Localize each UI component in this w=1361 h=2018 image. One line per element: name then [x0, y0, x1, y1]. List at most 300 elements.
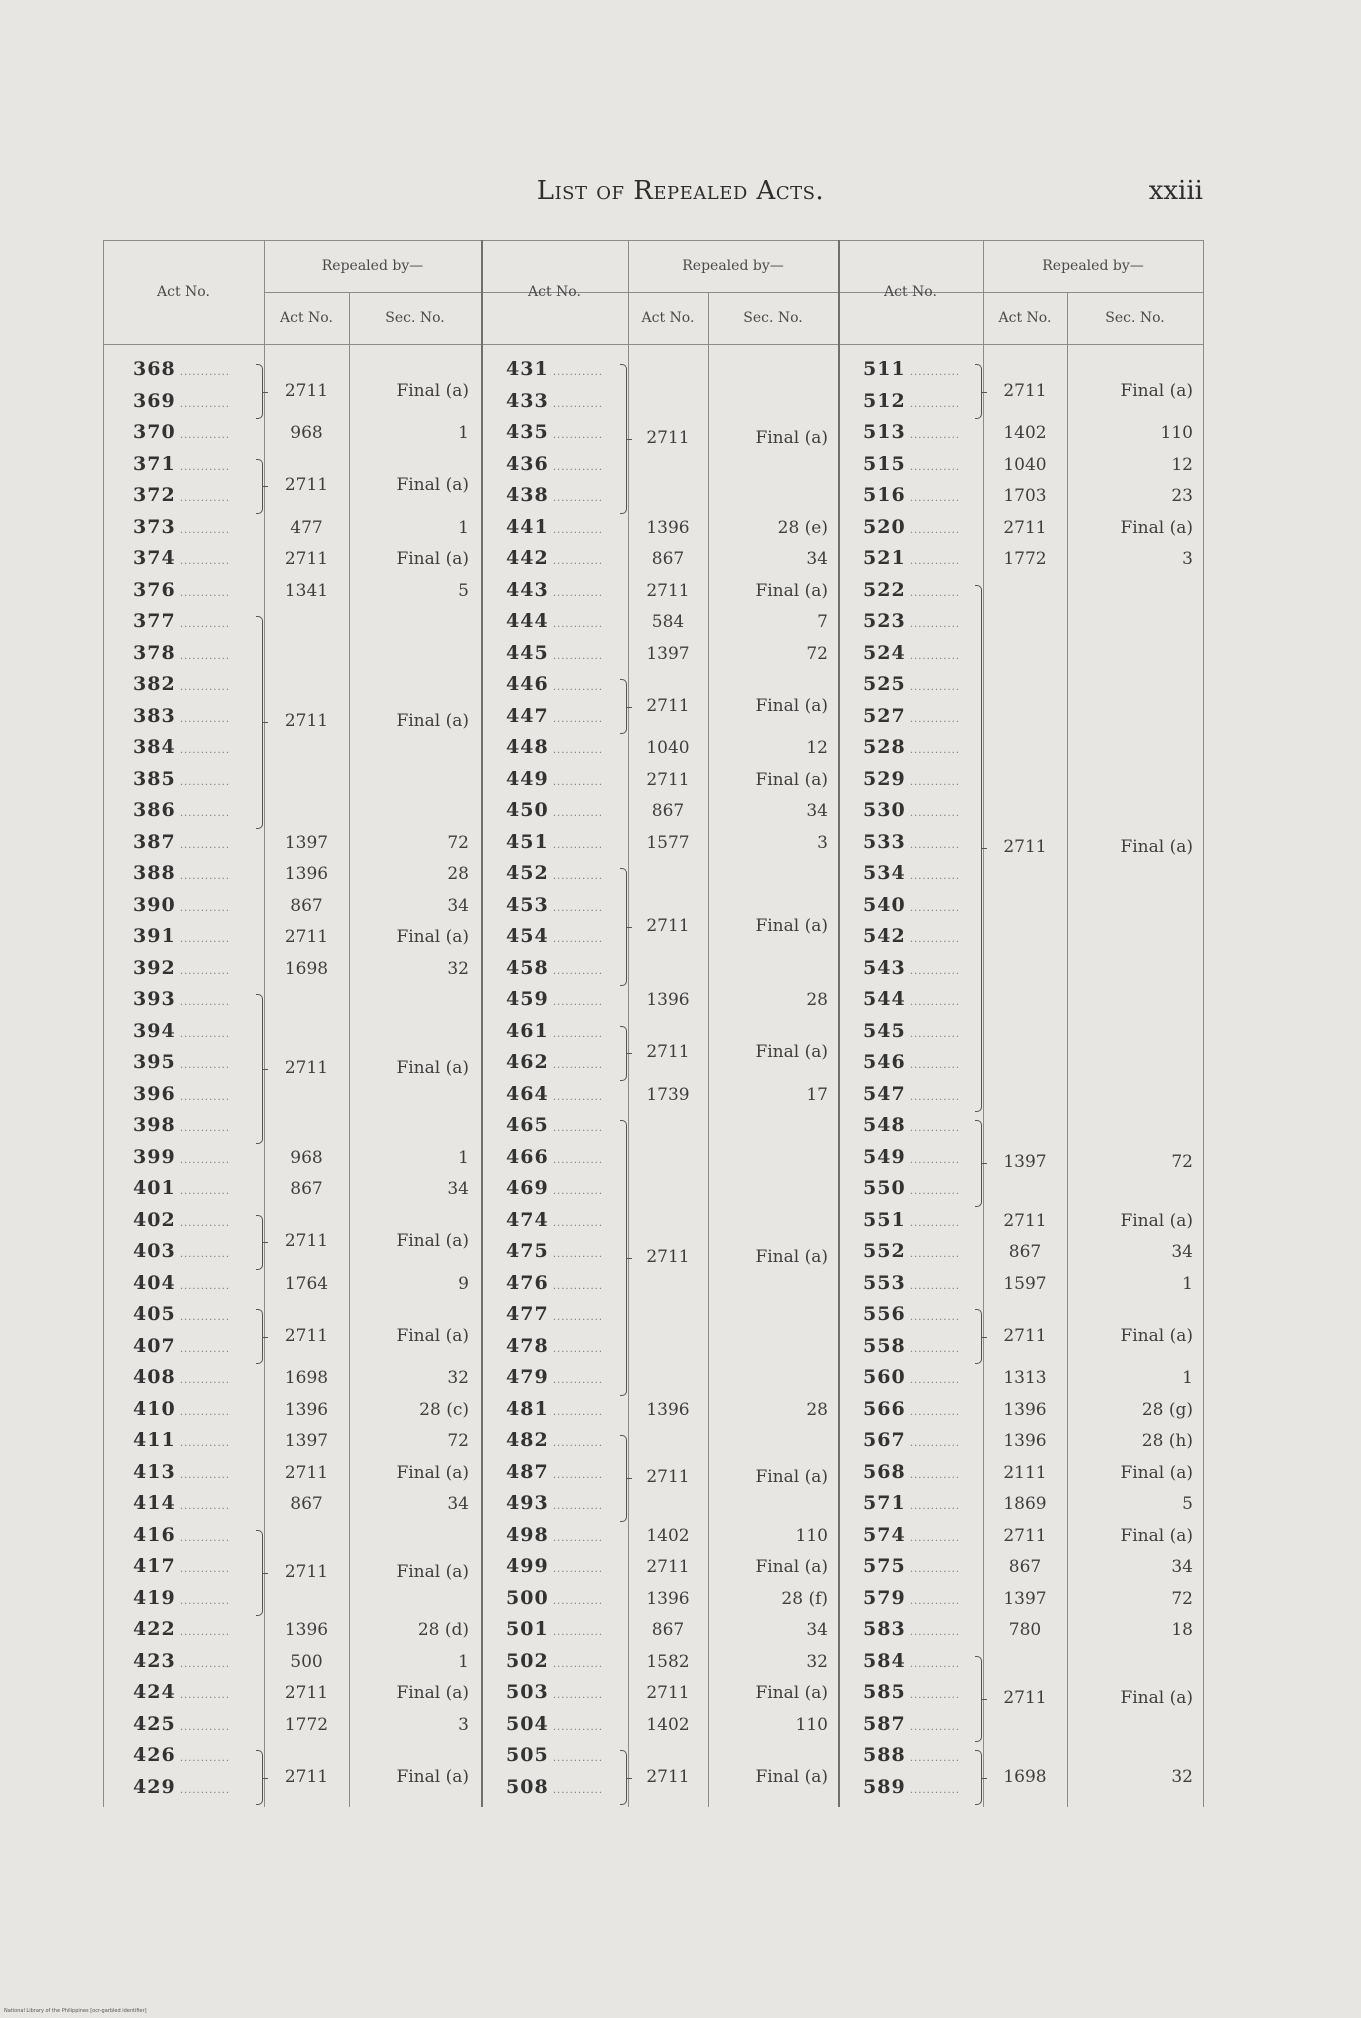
act-number: 383 .....: [133, 705, 230, 727]
act-number: 392 .....: [133, 957, 230, 979]
repealing-act-number: 1396: [646, 517, 690, 538]
act-number: 552 .....: [863, 1240, 960, 1262]
act-number: 386 .....: [133, 799, 230, 821]
act-number: 382 .....: [133, 673, 230, 695]
column-divider: [1203, 240, 1204, 1807]
act-number: 435 .....: [506, 421, 603, 443]
act-number: 447 .....: [506, 705, 603, 727]
act-number: 547 .....: [863, 1083, 960, 1105]
act-number: 461 .....: [506, 1020, 603, 1042]
repealing-act-number: 867: [290, 1494, 323, 1514]
header-sub-act-no: Act No.: [998, 310, 1052, 326]
act-number: 404 .....: [133, 1272, 230, 1294]
act-number: 394 .....: [133, 1020, 230, 1042]
repealing-act-number: 1397: [646, 643, 690, 664]
act-number: 575 .....: [863, 1555, 960, 1577]
section-number: 110: [795, 1525, 828, 1546]
page-number: xxiii: [1148, 176, 1203, 206]
footer-note: National Library of the Philippines [ocr-garbled identifier]: [4, 2008, 147, 2014]
repealing-act-number: 1396: [646, 1399, 690, 1420]
act-number: 371 .....: [133, 453, 230, 475]
group-brace: [975, 585, 982, 1113]
act-number: 545 .....: [863, 1020, 960, 1042]
act-number: 464 .....: [506, 1083, 603, 1105]
act-number: 398 .....: [133, 1114, 230, 1136]
act-number: 403 .....: [133, 1240, 230, 1262]
section-number: 1: [458, 423, 469, 443]
header-act-no: Act No.: [157, 284, 210, 300]
group-brace: [975, 364, 982, 419]
repealing-act-number: 2711: [646, 695, 690, 716]
act-number: 481 .....: [506, 1398, 603, 1420]
section-number: 28 (d): [417, 1620, 469, 1640]
section-number: 32: [447, 1368, 469, 1388]
repealing-act-number: 2711: [284, 1462, 329, 1483]
act-number: 423 .....: [133, 1650, 230, 1672]
act-number: 523 .....: [863, 610, 960, 632]
repealing-act-number: 867: [290, 1179, 323, 1199]
act-number: 567 .....: [863, 1429, 960, 1451]
act-number: 426 .....: [133, 1744, 230, 1766]
repealing-act-number: 2711: [284, 1766, 329, 1787]
header-sub-act-no: Act No.: [280, 310, 333, 326]
group-brace: [256, 459, 263, 514]
section-number: Final (a): [396, 1057, 469, 1078]
act-number: 477 .....: [506, 1303, 603, 1325]
section-number: 110: [1160, 423, 1193, 443]
act-number: 540 .....: [863, 894, 960, 916]
section-number: 28 (f): [781, 1588, 828, 1609]
group-brace: [256, 1309, 263, 1364]
act-number: 476 .....: [506, 1272, 603, 1294]
section-number: 32: [1171, 1766, 1193, 1787]
section-number: Final (a): [755, 427, 828, 448]
header-repealed-by: Repealed by—: [321, 258, 424, 274]
act-number: 445 .....: [506, 642, 603, 664]
section-number: 34: [806, 1620, 828, 1640]
act-number: 399 .....: [133, 1146, 230, 1168]
act-number: 414 .....: [133, 1492, 230, 1514]
repealing-act-number: 1313: [1003, 1368, 1047, 1388]
repealing-act-number: 1582: [646, 1651, 690, 1672]
repealing-act-number: 2711: [284, 475, 329, 495]
section-number: 7: [817, 612, 828, 632]
section-number: 72: [806, 643, 828, 664]
repealing-act-number: 2711: [646, 769, 690, 790]
repealing-act-number: 584: [651, 612, 685, 632]
act-number: 454 .....: [506, 925, 603, 947]
repealing-act-number: 1402: [646, 1714, 690, 1735]
repealing-act-number: 2711: [646, 1557, 690, 1577]
repealing-act-number: 867: [1008, 1557, 1042, 1577]
act-number: 513 .....: [863, 421, 960, 443]
section-number: 12: [806, 738, 828, 758]
act-number: 390 .....: [133, 894, 230, 916]
act-number: 425 .....: [133, 1713, 230, 1735]
column-divider: [838, 240, 840, 1807]
act-number: 498 .....: [506, 1524, 603, 1546]
act-number: 551 .....: [863, 1209, 960, 1231]
section-number: 1: [1182, 1368, 1193, 1388]
act-number: 585 .....: [863, 1681, 960, 1703]
act-number: 548 .....: [863, 1114, 960, 1136]
section-number: Final (a): [755, 769, 828, 790]
repealing-act-number: 1341: [284, 580, 329, 601]
group-brace: [975, 1656, 982, 1743]
section-number: 5: [1182, 1494, 1193, 1514]
act-number: 441 .....: [506, 516, 603, 538]
section-number: Final (a): [755, 1766, 828, 1787]
act-number: 527 .....: [863, 705, 960, 727]
act-number: 408 .....: [133, 1366, 230, 1388]
section-number: 9: [458, 1273, 469, 1294]
act-number: 433 .....: [506, 390, 603, 412]
repealing-act-number: 2711: [1003, 517, 1047, 538]
section-number: 28 (g): [1141, 1399, 1193, 1420]
act-number: 459 .....: [506, 988, 603, 1010]
group-brace: [975, 1750, 982, 1805]
repealing-act-number: 2711: [284, 927, 329, 947]
act-number: 493 .....: [506, 1492, 603, 1514]
repealing-act-number: 1396: [284, 1620, 329, 1640]
act-number: 368 .....: [133, 358, 230, 380]
section-number: Final (a): [1120, 1210, 1193, 1231]
group-brace: [256, 1530, 263, 1617]
act-number: 431 .....: [506, 358, 603, 380]
repealing-act-number: 2711: [646, 916, 690, 936]
act-number: 450 .....: [506, 799, 603, 821]
repealing-act-number: 1577: [646, 832, 690, 853]
section-number: 34: [447, 1494, 469, 1514]
act-number: 369 .....: [133, 390, 230, 412]
act-number: 373 .....: [133, 516, 230, 538]
section-number: 32: [447, 958, 469, 979]
group-brace: [256, 364, 263, 419]
header-repealed-by: Repealed by—: [682, 258, 784, 274]
section-number: Final (a): [755, 580, 828, 601]
section-number: Final (a): [1120, 380, 1193, 401]
repealing-act-number: 1397: [1003, 1588, 1047, 1609]
repealing-act-number: 867: [290, 895, 323, 916]
act-number: 393 .....: [133, 988, 230, 1010]
section-number: 5: [458, 580, 469, 601]
section-number: 23: [1171, 486, 1193, 506]
repealing-act-number: 1772: [1003, 549, 1047, 569]
repealing-act-number: 1396: [1003, 1399, 1047, 1420]
repealing-act-number: 2711: [646, 1246, 690, 1267]
repealing-act-number: 2711: [646, 1683, 690, 1703]
repealing-act-number: 2711: [646, 1467, 690, 1488]
section-number: 32: [806, 1651, 828, 1672]
repealing-act-number: 500: [290, 1651, 323, 1672]
act-number: 378 .....: [133, 642, 230, 664]
act-number: 524 .....: [863, 642, 960, 664]
section-number: 34: [1171, 1557, 1193, 1577]
act-number: 385 .....: [133, 768, 230, 790]
act-number: 487 .....: [506, 1461, 603, 1483]
section-number: Final (a): [1120, 1325, 1193, 1346]
section-number: 72: [447, 1431, 469, 1451]
section-number: Final (a): [1120, 1525, 1193, 1546]
act-number: 451 .....: [506, 831, 603, 853]
repealing-act-number: 1396: [284, 1399, 329, 1420]
repealing-act-number: 2711: [284, 1325, 329, 1346]
group-brace: [620, 1435, 627, 1522]
section-number: 1: [458, 1651, 469, 1672]
repealing-act-number: 2711: [284, 711, 329, 732]
act-number: 543 .....: [863, 957, 960, 979]
act-number: 422 .....: [133, 1618, 230, 1640]
repealing-act-number: 1764: [284, 1273, 329, 1294]
act-number: 395 .....: [133, 1051, 230, 1073]
act-number: 443 .....: [506, 579, 603, 601]
header-sub-sec-no: Sec. No.: [1105, 310, 1165, 326]
repealing-act-number: 1739: [646, 1084, 690, 1105]
repealing-act-number: 867: [651, 549, 685, 569]
act-number: 391 .....: [133, 925, 230, 947]
section-number: Final (a): [1120, 837, 1193, 858]
section-number: Final (a): [396, 475, 469, 495]
act-number: 438 .....: [506, 484, 603, 506]
section-number: Final (a): [755, 1467, 828, 1488]
repealing-act-number: 477: [290, 517, 323, 538]
act-number: 528 .....: [863, 736, 960, 758]
repealing-act-number: 2711: [646, 1766, 690, 1787]
repealing-act-number: 867: [651, 1620, 685, 1640]
header-act-no: Act No.: [528, 284, 581, 300]
header-act-no: Act No.: [884, 284, 937, 300]
group-brace: [256, 994, 263, 1144]
repealing-act-number: 1396: [1003, 1431, 1047, 1451]
section-number: 17: [806, 1084, 828, 1105]
section-number: Final (a): [755, 1246, 828, 1267]
section-number: 28 (h): [1141, 1431, 1193, 1451]
act-number: 521 .....: [863, 547, 960, 569]
section-number: 72: [447, 832, 469, 853]
act-number: 436 .....: [506, 453, 603, 475]
section-number: 28 (c): [419, 1399, 469, 1420]
group-brace: [620, 1750, 627, 1805]
section-number: 110: [795, 1714, 828, 1735]
section-number: 28 (e): [777, 517, 828, 538]
section-number: 12: [1171, 454, 1193, 475]
act-number: 419 .....: [133, 1587, 230, 1609]
section-number: Final (a): [1120, 517, 1193, 538]
act-number: 402 .....: [133, 1209, 230, 1231]
section-number: 28: [447, 864, 469, 884]
act-number: 446 .....: [506, 673, 603, 695]
act-number: 584 .....: [863, 1650, 960, 1672]
act-number: 502 .....: [506, 1650, 603, 1672]
act-number: 372 .....: [133, 484, 230, 506]
act-number: 479 .....: [506, 1366, 603, 1388]
section-number: 1: [458, 517, 469, 538]
act-number: 530 .....: [863, 799, 960, 821]
section-number: Final (a): [755, 1042, 828, 1062]
group-brace: [620, 1026, 627, 1081]
repealing-act-number: 2711: [284, 549, 329, 569]
section-number: 1: [458, 1147, 469, 1168]
act-number: 504 .....: [506, 1713, 603, 1735]
section-number: Final (a): [396, 549, 469, 569]
section-number: Final (a): [396, 1231, 469, 1251]
act-number: 508 .....: [506, 1776, 603, 1798]
act-number: 542 .....: [863, 925, 960, 947]
repealing-act-number: 1396: [646, 990, 690, 1010]
group-brace: [620, 364, 627, 514]
act-number: 370 .....: [133, 421, 230, 443]
act-number: 466 .....: [506, 1146, 603, 1168]
repealing-act-number: 2711: [1003, 1210, 1047, 1231]
act-number: 413 .....: [133, 1461, 230, 1483]
act-number: 444 .....: [506, 610, 603, 632]
section-number: Final (a): [1120, 1462, 1193, 1483]
section-number: Final (a): [396, 927, 469, 947]
act-number: 511 .....: [863, 358, 960, 380]
repealing-act-number: 1772: [284, 1714, 329, 1735]
repealing-act-number: 1397: [284, 1431, 329, 1451]
section-number: 34: [447, 1179, 469, 1199]
repealed-acts-table: [103, 240, 1203, 1807]
page-title: List of Repealed Acts.: [536, 176, 825, 206]
act-number: 515 .....: [863, 453, 960, 475]
section-number: Final (a): [755, 1683, 828, 1703]
act-number: 396 .....: [133, 1083, 230, 1105]
repealing-act-number: 867: [651, 801, 685, 821]
act-number: 448 .....: [506, 736, 603, 758]
repealing-act-number: 2711: [1003, 837, 1047, 858]
section-number: Final (a): [396, 1462, 469, 1483]
section-number: 72: [1171, 1588, 1193, 1609]
act-number: 377 .....: [133, 610, 230, 632]
repealing-act-number: 2711: [1003, 380, 1047, 401]
section-number: 28: [806, 1399, 828, 1420]
section-number: 3: [1182, 549, 1193, 569]
section-number: Final (a): [755, 1557, 828, 1577]
act-number: 566 .....: [863, 1398, 960, 1420]
act-number: 544 .....: [863, 988, 960, 1010]
act-number: 516 .....: [863, 484, 960, 506]
act-number: 424 .....: [133, 1681, 230, 1703]
act-number: 501 .....: [506, 1618, 603, 1640]
repealing-act-number: 2711: [1003, 1325, 1047, 1346]
act-number: 587 .....: [863, 1713, 960, 1735]
repealing-act-number: 1869: [1003, 1494, 1047, 1514]
repealing-act-number: 2711: [646, 580, 690, 601]
section-number: Final (a): [755, 916, 828, 936]
section-number: Final (a): [396, 711, 469, 732]
repealing-act-number: 2711: [1003, 1525, 1047, 1546]
act-number: 462 .....: [506, 1051, 603, 1073]
act-number: 556 .....: [863, 1303, 960, 1325]
act-number: 553 .....: [863, 1272, 960, 1294]
repealing-act-number: 780: [1008, 1620, 1042, 1640]
act-number: 417 .....: [133, 1555, 230, 1577]
section-number: 3: [817, 832, 828, 853]
section-number: 72: [1171, 1152, 1193, 1173]
section-number: Final (a): [396, 1325, 469, 1346]
repealing-act-number: 1396: [284, 864, 329, 884]
repealing-act-number: 2711: [284, 1057, 329, 1078]
group-brace: [975, 1309, 982, 1364]
act-number: 469 .....: [506, 1177, 603, 1199]
act-number: 465 .....: [506, 1114, 603, 1136]
act-number: 384 .....: [133, 736, 230, 758]
repealing-act-number: 1397: [1003, 1152, 1047, 1173]
repealing-act-number: 2711: [1003, 1687, 1047, 1708]
act-number: 453 .....: [506, 894, 603, 916]
section-number: Final (a): [396, 1766, 469, 1787]
group-brace: [620, 868, 627, 986]
section-number: 34: [447, 895, 469, 916]
section-number: 34: [1171, 1242, 1193, 1262]
act-number: 410 .....: [133, 1398, 230, 1420]
act-number: 533 .....: [863, 831, 960, 853]
act-number: 374 .....: [133, 547, 230, 569]
repealing-act-number: 1703: [1003, 486, 1047, 506]
act-number: 546 .....: [863, 1051, 960, 1073]
act-number: 588 .....: [863, 1744, 960, 1766]
column-divider: [481, 240, 483, 1807]
section-number: 34: [806, 549, 828, 569]
header-rule: [103, 344, 1203, 345]
act-number: 401 .....: [133, 1177, 230, 1199]
repealing-act-number: 2711: [284, 1683, 329, 1703]
repealing-act-number: 2711: [284, 1231, 329, 1251]
act-number: 474 .....: [506, 1209, 603, 1231]
act-number: 522 .....: [863, 579, 960, 601]
act-number: 449 .....: [506, 768, 603, 790]
act-number: 478 .....: [506, 1335, 603, 1357]
header-sub-sec-no: Sec. No.: [743, 310, 803, 326]
header-rule: [264, 292, 1203, 293]
act-number: 589 .....: [863, 1776, 960, 1798]
act-number: 458 .....: [506, 957, 603, 979]
act-number: 411 .....: [133, 1429, 230, 1451]
act-number: 512 .....: [863, 390, 960, 412]
repealing-act-number: 1698: [284, 958, 329, 979]
act-number: 525 .....: [863, 673, 960, 695]
act-number: 500 .....: [506, 1587, 603, 1609]
group-brace: [256, 1750, 263, 1805]
act-number: 405 .....: [133, 1303, 230, 1325]
act-number: 574 .....: [863, 1524, 960, 1546]
repealing-act-number: 1402: [646, 1525, 690, 1546]
act-number: 442 .....: [506, 547, 603, 569]
act-number: 529 .....: [863, 768, 960, 790]
section-number: Final (a): [1120, 1687, 1193, 1708]
repealing-act-number: 1698: [1003, 1766, 1047, 1787]
section-number: 1: [1182, 1273, 1193, 1294]
repealing-act-number: 1040: [1003, 454, 1047, 475]
repealing-act-number: 2711: [284, 1561, 329, 1582]
section-number: Final (a): [396, 1561, 469, 1582]
act-number: 376 .....: [133, 579, 230, 601]
repealing-act-number: 968: [290, 1147, 323, 1168]
act-number: 534 .....: [863, 862, 960, 884]
section-number: Final (a): [396, 380, 469, 401]
act-number: 505 .....: [506, 1744, 603, 1766]
act-number: 571 .....: [863, 1492, 960, 1514]
repealing-act-number: 1397: [284, 832, 329, 853]
act-number: 407 .....: [133, 1335, 230, 1357]
repealing-act-number: 1396: [646, 1588, 690, 1609]
act-number: 387 .....: [133, 831, 230, 853]
act-number: 503 .....: [506, 1681, 603, 1703]
act-number: 558 .....: [863, 1335, 960, 1357]
act-number: 416 .....: [133, 1524, 230, 1546]
act-number: 520 .....: [863, 516, 960, 538]
